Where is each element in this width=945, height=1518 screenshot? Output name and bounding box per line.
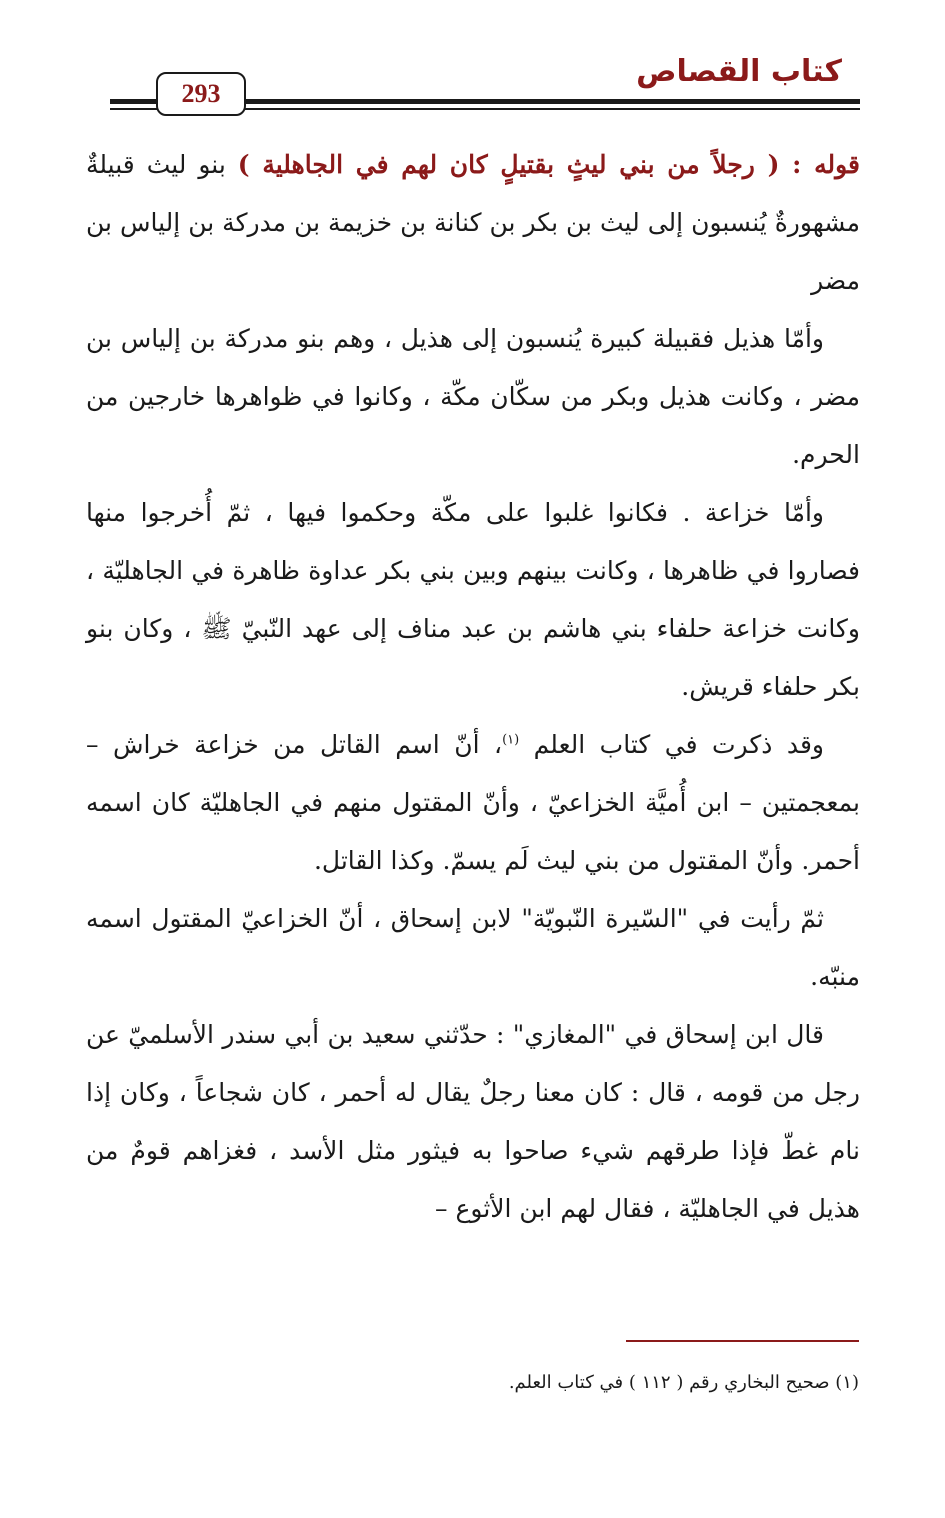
page-number: 293 xyxy=(156,72,246,116)
footnote: (١) صحيح البخاري رقم ( ١١٢ ) في كتاب العلم. xyxy=(508,1372,859,1393)
footnote-divider xyxy=(626,1340,859,1342)
paragraph-4-end: ، أنّ اسم القاتل من خزاعة خراش – بمعجمتين – ابن أُميَّة الخزاعيّ ، وأنّ المقتول منهم في الجاهليّة كان اسمه أحمر. وأنّ المقتول من بني ليث لَم يسمّ. وكذا القاتل. xyxy=(86,730,860,875)
book-title: كتاب القصاص xyxy=(636,54,842,89)
page-header xyxy=(110,48,860,118)
paragraph-1 xyxy=(86,136,860,310)
main-text xyxy=(86,136,860,1238)
paragraph-3: وأمّا خزاعة . فكانوا غلبوا على مكّة وحكموا فيها ، ثمّ أُخرجوا منها فصاروا في ظاهرها ، وكانت بينهم وبين بني بكر عداوة ظاهرة في الجاهليّة ، وكانت خزاعة حلفاء بني هاشم بن عبد مناف إلى عهد النّبيّ ﷺ ، وكان بنو بكر حلفاء قريش. xyxy=(86,498,860,701)
footnote-reference[interactable]: (١) xyxy=(502,732,520,748)
paragraph-4-start: وقد ذكرت في كتاب العلم xyxy=(519,730,824,759)
paragraph-4 xyxy=(86,716,860,890)
paragraph-6: قال ابن إسحاق في "المغازي" : حدّثني سعيد بن أبي سندر الأسلميّ عن رجل من قومه ، قال : كان معنا رجلٌ يقال له أحمر ، كان شجاعاً ، وكان إذا نام غطّ فإذا طرقهم شيء صاحوا به فيثور مثل الأسد ، فغزاهم قومٌ من هذيل في الجاهليّة ، فقال لهم ابن الأثوع – xyxy=(86,1020,860,1223)
paragraph-1-text: بنو ليث قبيلةٌ مشهورةٌ يُنسبون إلى ليث بن بكر بن كنانة بن خزيمة بن مدركة بن إلياس بن مضر xyxy=(86,150,860,295)
hadith-quote: قوله : ( رجلاً من بني ليثٍ بقتيلٍ كان لهم في الجاهلية ) xyxy=(237,150,860,179)
paragraph-2: وأمّا هذيل فقبيلة كبيرة يُنسبون إلى هذيل ، وهم بنو مدركة بن إلياس بن مضر ، وكانت هذيل وبكر من سكّان مكّة ، وكانوا في ظواهرها خارجين من الحرم. xyxy=(86,324,860,469)
paragraph-5: ثمّ رأيت في "السّيرة النّبويّة" لابن إسحاق ، أنّ الخزاعيّ المقتول اسمه منبّه. xyxy=(86,904,860,991)
